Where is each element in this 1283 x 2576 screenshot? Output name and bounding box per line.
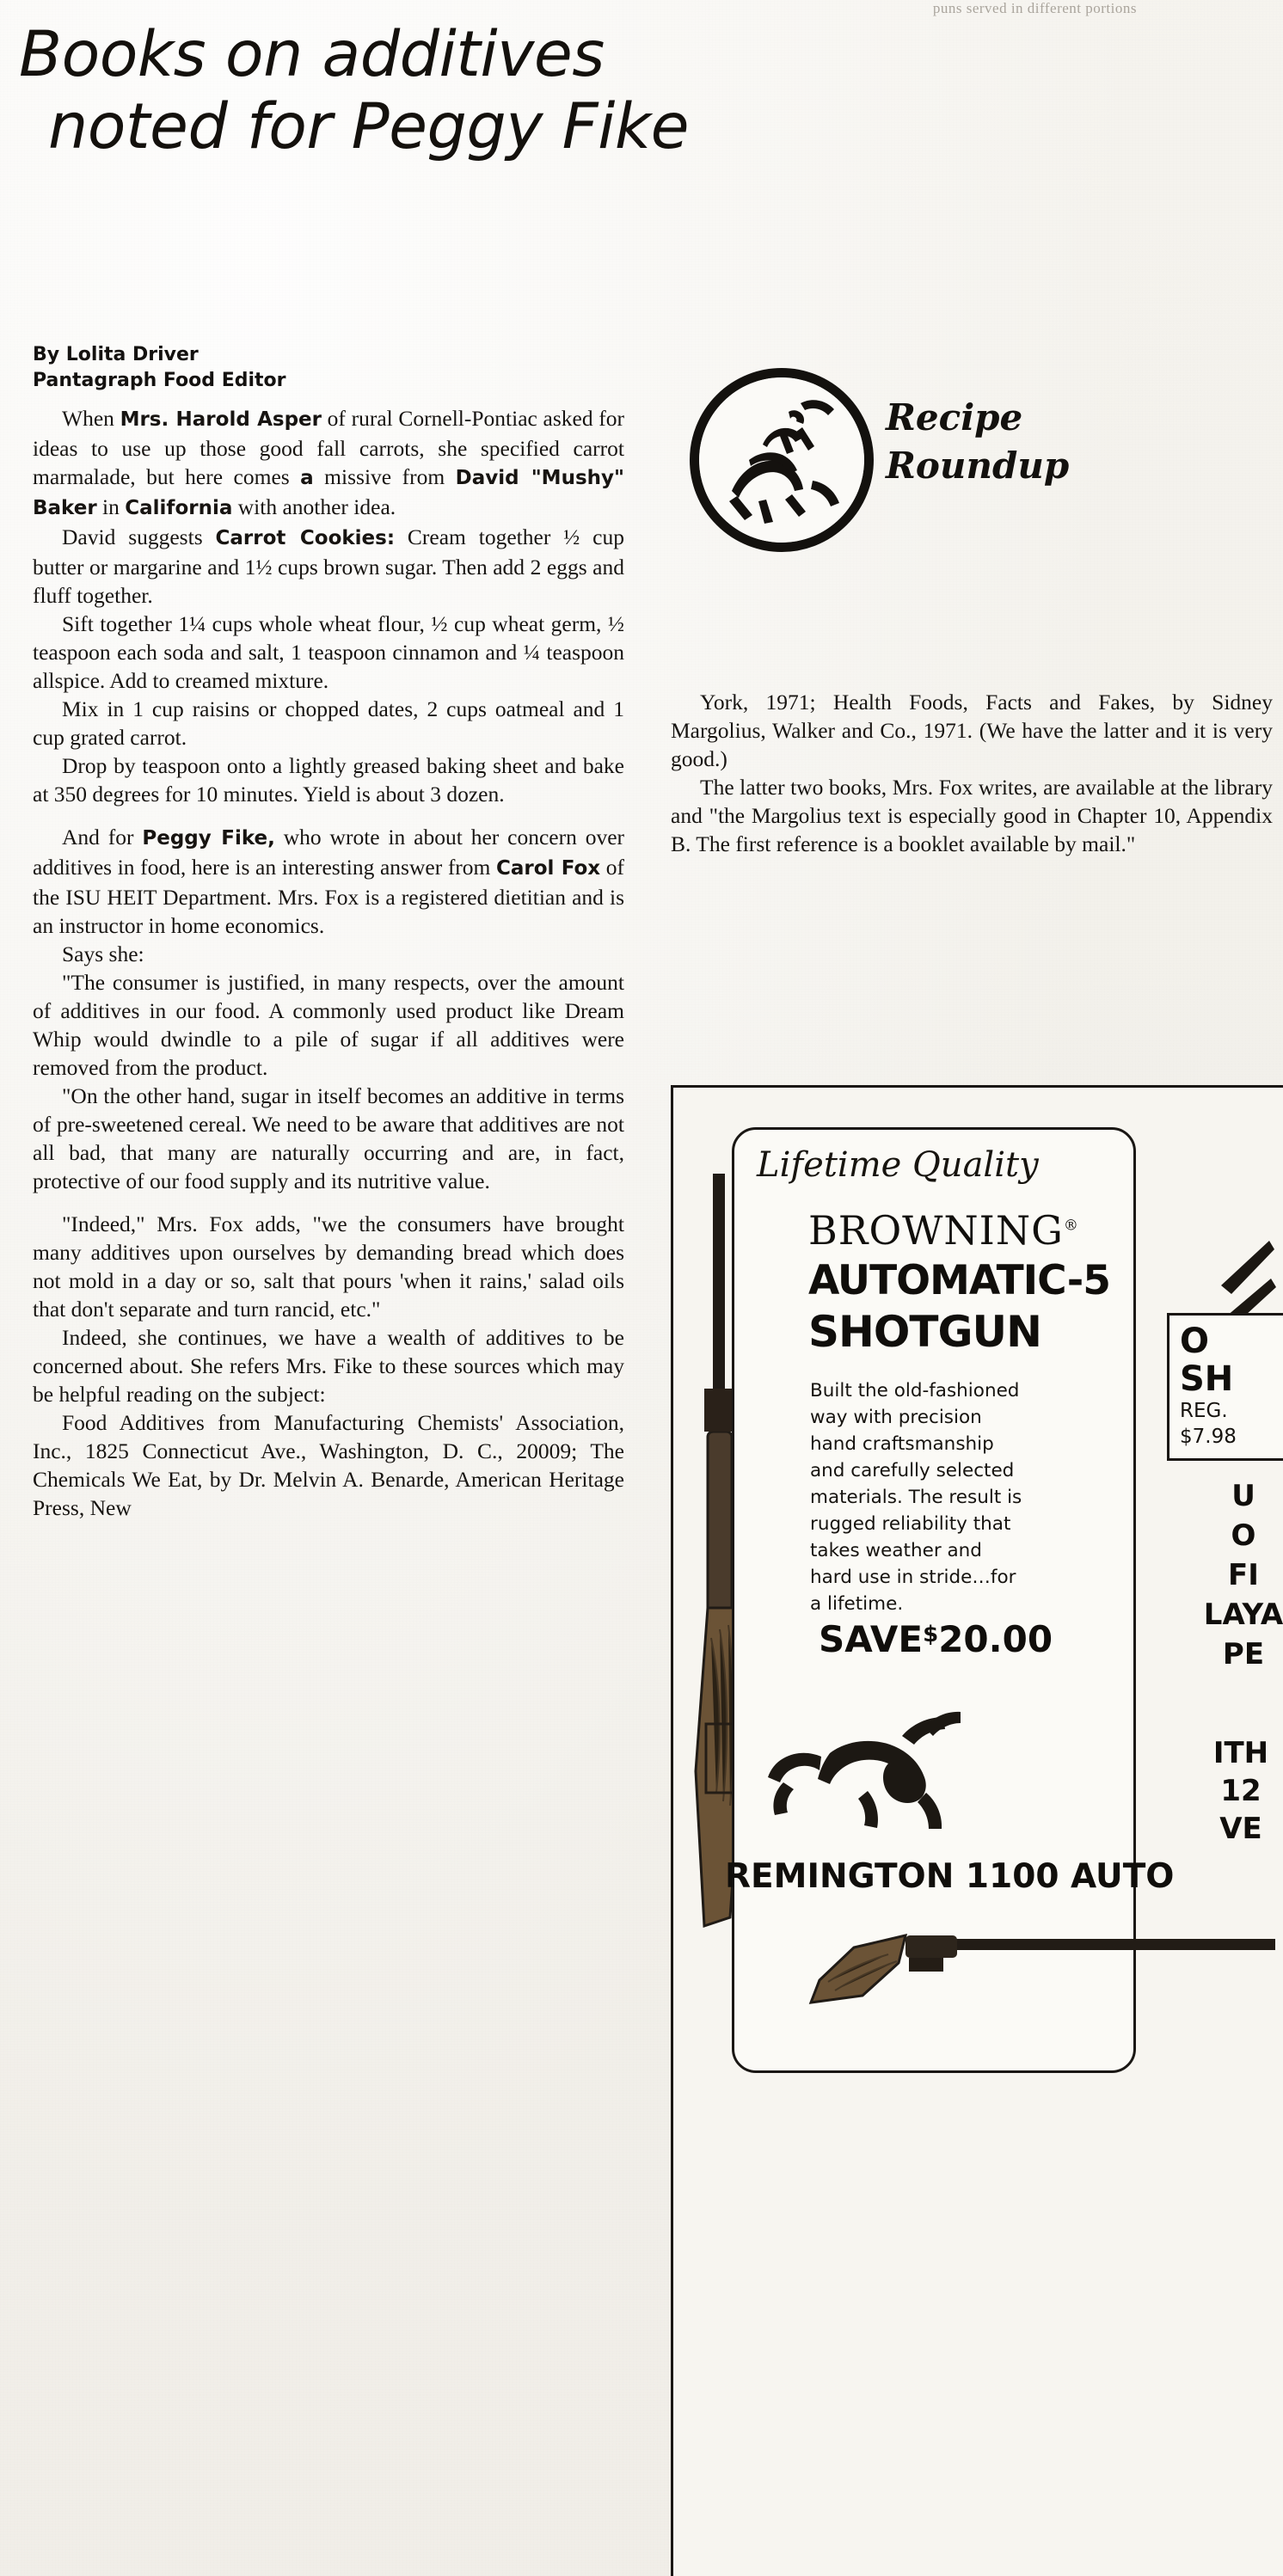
price-box-line-1: O (1180, 1322, 1210, 1361)
ad-copy-text: Built the old-fashioned way with precision hand craftsmanship and carefully selected materials. The result is rugged reliability that takes weather and hard use in stride…for a lifetime. (810, 1380, 1022, 1615)
article-right-column (671, 688, 1273, 858)
article-paragraph: Indeed, she continues, we have a wealth of additives to be concerned about. She refers Mrs. Fike to these sources which may be helpful reading on the subject: (33, 1325, 624, 1407)
article-paragraph: When Mrs. Harold Asper of rural Cornell-Pontiac asked for ideas to use up those good fall carrots, she specified carrot marmalade, but here comes a missive from David "Mushy" Baker in California with another idea. (33, 406, 624, 519)
registered-mark: ® (1063, 1217, 1079, 1235)
ad-stack-line: U (1231, 1479, 1255, 1513)
ad-stack-line: 12 (1220, 1774, 1262, 1808)
headline-line-2: noted for Peggy Fike (48, 90, 690, 163)
article-paragraph: "On the other hand, sugar in itself becomes an additive in terms of pre-sweetened cereal. We need to be aware that additives are not all bad, that many are naturally occurring and are, in fact, protective of our food supply and its nutritive value. (33, 1083, 624, 1193)
recipe-roundup-title (886, 394, 1247, 490)
advertisement-block[interactable] (671, 1085, 1283, 2576)
article-paragraph: Sift together 1¼ cups whole wheat flour, ½ cup wheat germ, ½ teaspoon each soda and salt, 1 teaspoon cinnamon and ¼ teaspoon allspice. Add to creamed mixture. (33, 611, 624, 693)
cowboy-on-horse-icon (690, 368, 874, 552)
article-paragraph: Drop by teaspoon onto a lightly greased baking sheet and bake at 350 degrees for 10 minutes. Yield is about 3 dozen. (33, 753, 624, 807)
save-amount-label (819, 1618, 1053, 1660)
article-left-column (33, 404, 624, 1522)
ad-stack-line: ITH (1212, 1736, 1269, 1770)
roundup-title-line-2: Roundup (886, 445, 1070, 487)
byline-title: Pantagraph Food Editor (33, 370, 286, 391)
article-paragraph: Mix in 1 cup raisins or chopped dates, 2 cups oatmeal and 1 cup grated carrot. (33, 696, 624, 750)
save-word: SAVE (819, 1618, 924, 1660)
recipe-roundup-logo (679, 361, 1273, 645)
save-value: 20.00 (938, 1618, 1053, 1660)
byline-author: By Lolita Driver (33, 344, 199, 365)
headline-line-1: Books on additives (19, 18, 605, 91)
layaway-text-stack (1179, 1476, 1283, 1674)
regular-price-value: $7.98 (1180, 1426, 1237, 1448)
regular-price-label: REG. (1180, 1400, 1228, 1422)
lifetime-quality-script: Lifetime Quality (757, 1145, 1039, 1185)
roundup-title-line-1: Recipe (886, 396, 1023, 439)
page-title (19, 19, 1266, 163)
ad-stack-line: FI (1228, 1558, 1259, 1592)
article-paragraph: David suggests Carrot Cookies: Cream together ½ cup butter or margarine and 1½ cups brown sugar. Then add 2 eggs and fluff together. (33, 524, 624, 608)
article-paragraph: York, 1971; Health Foods, Facts and Fakes, by Sidney Margolius, Walker and Co., 1971. (We have the latter and it is very good.) (671, 690, 1273, 771)
product-type: SHOTGUN (808, 1307, 1041, 1357)
model-name: AUTOMATIC-5 (808, 1257, 1110, 1304)
browning-brand-name (808, 1207, 1079, 1254)
byline (33, 342, 617, 394)
ad-stack-line: PE (1222, 1637, 1265, 1671)
article-paragraph: "The consumer is justified, in many respects, over the amount of additives in our food. A commonly used product like Dream Whip would dwindle to a pile of sugar if all additives were removed from the product. (33, 970, 624, 1080)
remington-headline: REMINGTON 1100 AUTO (725, 1857, 1175, 1896)
article-paragraph: The latter two books, Mrs. Fox writes, are available at the library and "the Margolius text is especially good in Chapter 10, Appendix B. The first reference is a booklet available by mail." (671, 775, 1273, 856)
top-bleed-text: puns served in different portions (932, 0, 1137, 16)
article-paragraph: Says she: (62, 941, 144, 966)
running-rabbit-icon (747, 1690, 1005, 1836)
price-box (1167, 1313, 1283, 1461)
ithaca-text-stack (1172, 1734, 1283, 1848)
article-paragraph: Food Additives from Manufacturing Chemists' Association, Inc., 1825 Connecticut Ave., Washington, D. C., 20009; The Chemicals We Eat, by Dr. Melvin A. Benarde, American Heritage Press, New (33, 1410, 624, 1520)
currency-symbol: $ (923, 1622, 939, 1647)
bottom-shotgun-illustration (802, 1913, 1283, 2016)
price-box-line-2: SH (1180, 1359, 1234, 1399)
ad-stack-line: LAYA (1203, 1598, 1283, 1632)
article-paragraph: And for Peggy Fike, who wrote in about her concern over additives in food, here is an interesting answer from Carol Fox of the ISU HEIT Department. Mrs. Fox is a registered dietitian and is an instructor in home economics. (33, 825, 625, 938)
ad-stack-line: VE (1219, 1812, 1262, 1846)
article-paragraph: "Indeed," Mrs. Fox adds, "we the consumers have brought many additives upon ourselves by demanding bread which does not mold in a day or so, salt that pours 'when it rains,' salad oils that don't separate and turn rancid, etc." (33, 1211, 624, 1322)
brand-text: BROWNING (808, 1207, 1064, 1254)
ad-stack-line: O (1231, 1518, 1256, 1553)
